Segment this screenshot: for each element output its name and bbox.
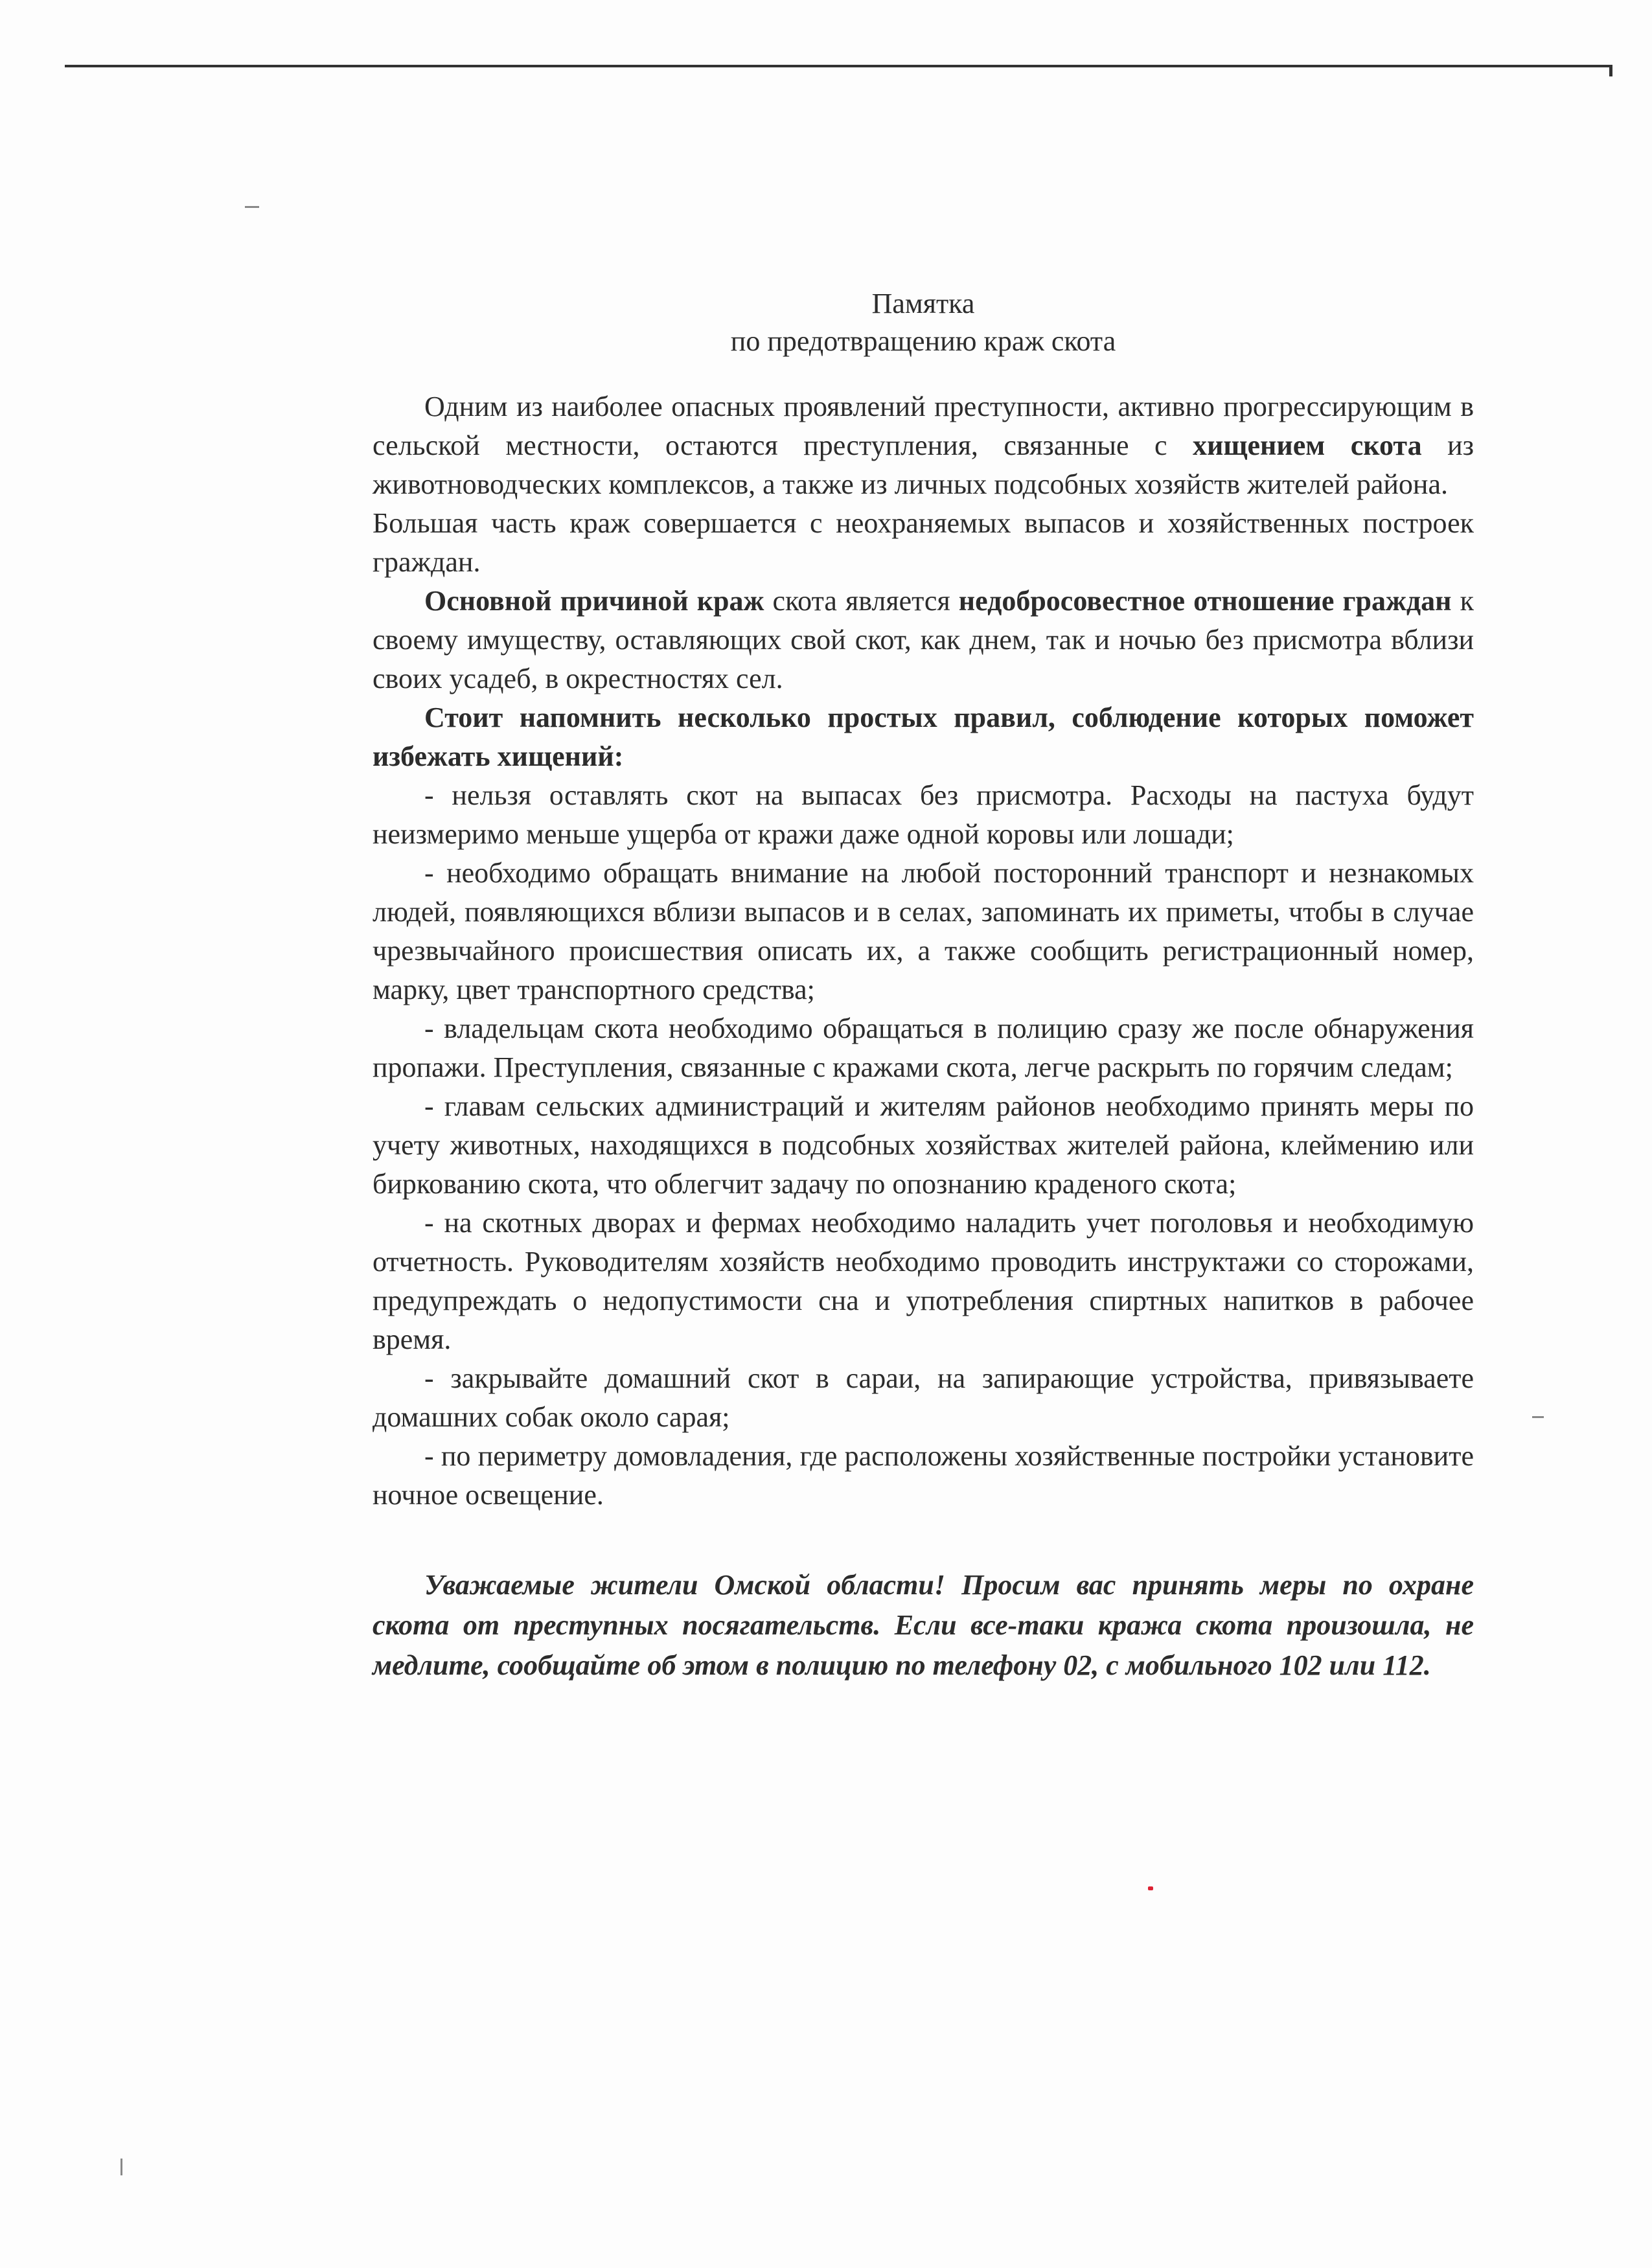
scan-speck xyxy=(245,206,259,208)
paragraph-main-cause xyxy=(373,582,1474,698)
rule-item: - необходимо обращать внимание на любой посторонний транспорт и незнакомых людей, появляющихся вблизи выпасов и в селах, запоминать их приметы, чтобы в случае чрезвычайного происшествия описать их, а также сообщить регистрационный номер, марку, цвет транспортного средства; xyxy=(373,857,1474,1005)
rules-intro: Стоит напомнить несколько простых правил, соблюдение которых поможет избежать хищений: xyxy=(373,702,1474,772)
rule-item: - владельцам скота необходимо обращаться в полицию сразу же после обнаружения пропажи. Преступления, связанные с кражами скота, легче раскрыть по горячим следам; xyxy=(373,1013,1474,1083)
rule-item: - на скотных дворах и фермах необходимо наладить учет поголовья и необходимую отчетность. Руководителям хозяйств необходимо проводить инструктажи со сторожами, предупреждать о недопустимости сна и употребления спиртных напитков в рабочее время. xyxy=(373,1207,1474,1355)
closing-appeal: Уважаемые жители Омской области! Просим вас принять меры по охране скота от преступных посягательств. Если все-таки кража скота произошла, не медлите, сообщайте об этом в полицию по телефону 02, с мобильного 102 или 112. xyxy=(373,1569,1474,1681)
rule-item: - нельзя оставлять скот на выпасах без присмотра. Расходы на пастуха будут неизмеримо меньше ущерба от кражи даже одной коровы или лошади; xyxy=(373,779,1474,850)
bold-phrase: Основной причиной краж xyxy=(424,585,764,617)
document-subtitle: по предотвращению краж скота xyxy=(730,325,1116,357)
rules-list xyxy=(373,776,1474,1515)
paragraph-text: скота является xyxy=(764,585,959,617)
paragraph-text: из животноводческих комплексов, а также из личных подсобных хозяйств жителей района. xyxy=(373,430,1474,500)
scan-speck xyxy=(120,2159,122,2175)
bold-phrase: недобросовестное отношение граждан xyxy=(958,585,1452,617)
rule-item: - по периметру домовладения, где расположены хозяйственные постройки установите ночное освещение. xyxy=(373,1440,1474,1511)
paragraph-intro xyxy=(373,387,1474,504)
scan-border-corner xyxy=(1609,65,1612,76)
paragraph-thefts: Большая часть краж совершается с неохраняемых выпасов и хозяйственных построек граждан. xyxy=(373,507,1474,578)
document-body xyxy=(373,285,1474,1686)
scan-speck xyxy=(1532,1416,1544,1418)
rule-item: - закрывайте домашний скот в сараи, на запирающие устройства, привязываете домашних собак около сарая; xyxy=(373,1362,1474,1433)
rule-item: - главам сельских администраций и жителям районов необходимо принять меры по учету животных, находящихся в подсобных хозяйствах жителей района, клеймению или биркованию скота, что облегчит задачу по опознанию краденого скота; xyxy=(373,1090,1474,1200)
bold-phrase: хищением скота xyxy=(1192,430,1422,461)
scan-red-mark xyxy=(1148,1886,1153,1890)
paragraph-text: к своему имуществу, оставляющих свой скот, как днем, так и ночью без присмотра вблизи своих усадеб, в окрестностях сел. xyxy=(373,585,1474,694)
document-title: Памятка xyxy=(871,288,975,319)
scan-border-line xyxy=(65,65,1612,67)
paragraph-text: Одним из наиболее опасных проявлений преступности, активно прогрессирующим в сельской местности, остаются преступления, связанные с xyxy=(373,391,1474,461)
